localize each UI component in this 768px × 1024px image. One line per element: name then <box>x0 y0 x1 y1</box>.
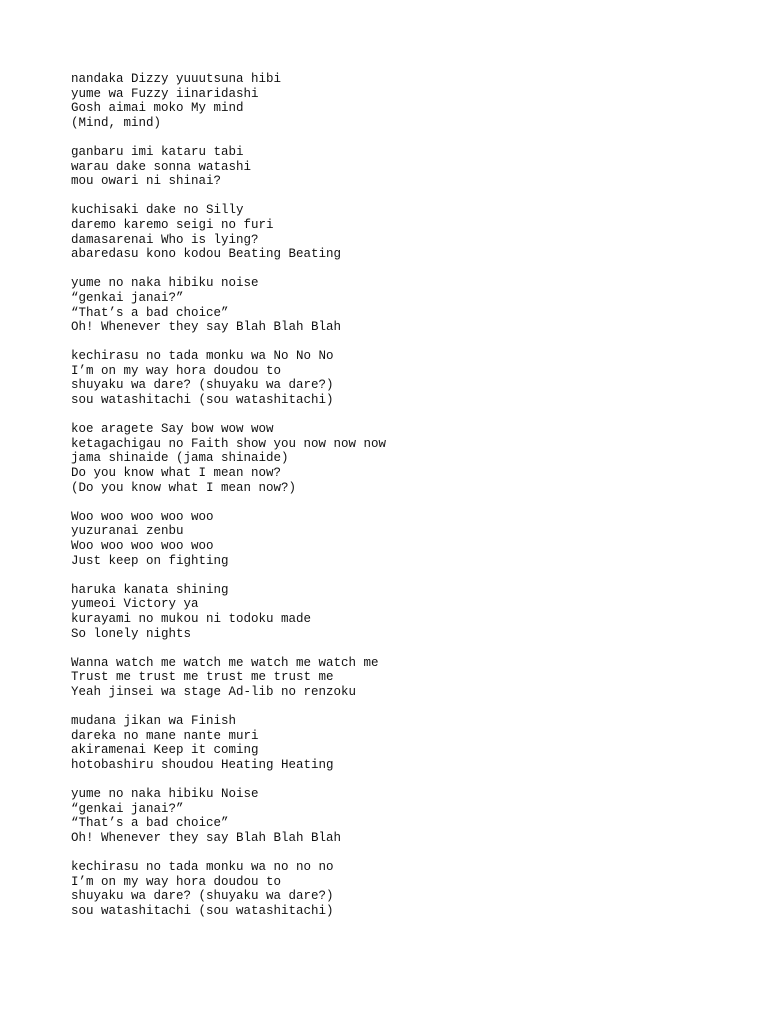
lyrics-line: ketagachigau no Faith show you now now now <box>71 436 387 451</box>
lyrics-line: Just keep on fighting <box>71 553 229 568</box>
lyrics-line: yume no naka hibiku noise <box>71 276 259 291</box>
lyrics-line: Trust me trust me trust me trust me <box>71 670 334 685</box>
lyrics-line: dareka no mane nante muri <box>71 728 259 743</box>
lyrics-line: Woo woo woo woo woo <box>71 509 214 524</box>
lyrics-line: kuchisaki dake no Silly <box>71 203 244 218</box>
lyrics-line: Oh! Whenever they say Blah Blah Blah <box>71 320 342 335</box>
lyrics-line: daremo karemo seigi no furi <box>71 217 274 232</box>
lyrics-line: Wanna watch me watch me watch me watch me <box>71 655 379 670</box>
lyrics-line: Woo woo woo woo woo <box>71 539 214 553</box>
lyrics-line: koe aragete Say bow wow wow <box>71 422 274 437</box>
lyrics-stanza <box>71 510 386 568</box>
lyrics-line: warau dake sonna watashi <box>71 159 252 174</box>
lyrics-line: Do you know what I mean now? <box>71 466 282 481</box>
lyrics-stanza <box>71 714 386 772</box>
lyrics-stanza <box>71 583 386 641</box>
lyrics-line: mudana jikan wa Finish <box>71 714 237 729</box>
lyrics-stanza <box>71 422 386 495</box>
lyrics-line: kechirasu no tada monku wa no no no <box>71 860 334 875</box>
lyrics-line: kechirasu no tada monku wa No No No <box>71 349 334 364</box>
lyrics-line: “genkai janai?” <box>71 801 184 816</box>
lyrics-line: damasarenai Who is lying? <box>71 232 259 247</box>
lyrics-line: kurayami no mukou ni todoku made <box>71 611 312 626</box>
lyrics-line: yuzuranai zenbu <box>71 524 184 539</box>
lyrics-line: So lonely nights <box>71 626 192 641</box>
lyrics-line: hotobashiru shoudou Heating Heating <box>71 757 334 772</box>
lyrics-line: mou owari ni shinai? <box>71 174 222 189</box>
lyrics-line: Oh! Whenever they say Blah Blah Blah <box>71 830 342 845</box>
lyrics-line: yume wa Fuzzy iinaridashi <box>71 86 259 101</box>
lyrics-line: Gosh aimai moko My mind <box>71 101 244 116</box>
lyrics-stanza <box>71 656 386 700</box>
lyrics-line: yume no naka hibiku Noise <box>71 787 259 802</box>
lyrics-line: (Mind, mind) <box>71 115 162 130</box>
lyrics-line: “That’s a bad choice” <box>71 305 229 320</box>
lyrics-stanza <box>71 787 386 845</box>
lyrics-line: abaredasu kono kodou Beating Beating <box>71 247 342 262</box>
lyrics-line: “genkai janai?” <box>71 290 184 305</box>
lyrics-line: shuyaku wa dare? (shuyaku wa dare?) <box>71 378 334 393</box>
lyrics-stanza <box>71 276 386 334</box>
lyrics-stanza <box>71 145 386 189</box>
lyrics-line: akiramenai Keep it coming <box>71 743 259 758</box>
lyrics-line: “That’s a bad choice” <box>71 816 229 831</box>
lyrics-line: haruka kanata shining <box>71 582 229 597</box>
lyrics-line: shuyaku wa dare? (shuyaku wa dare?) <box>71 889 334 904</box>
lyrics-line: nandaka Dizzy yuuutsuna hibi <box>71 72 282 86</box>
lyrics-stanza <box>71 203 386 261</box>
lyrics-stanza <box>71 349 386 407</box>
lyrics-line: (Do you know what I mean now?) <box>71 480 297 495</box>
lyrics-line: sou watashitachi (sou watashitachi) <box>71 903 334 918</box>
lyrics-line: I’m on my way hora doudou to <box>71 363 282 378</box>
lyrics-line: I’m on my way hora doudou to <box>71 874 282 889</box>
lyrics-line: sou watashitachi (sou watashitachi) <box>71 393 334 408</box>
lyrics-line: jama shinaide (jama shinaide) <box>71 451 289 466</box>
lyrics-body <box>71 72 386 933</box>
lyrics-stanza <box>71 860 386 918</box>
lyrics-stanza <box>71 72 386 130</box>
lyrics-line: ganbaru imi kataru tabi <box>71 144 244 159</box>
lyrics-line: Yeah jinsei wa stage Ad-lib no renzoku <box>71 684 357 699</box>
lyrics-line: yumeoi Victory ya <box>71 597 199 612</box>
